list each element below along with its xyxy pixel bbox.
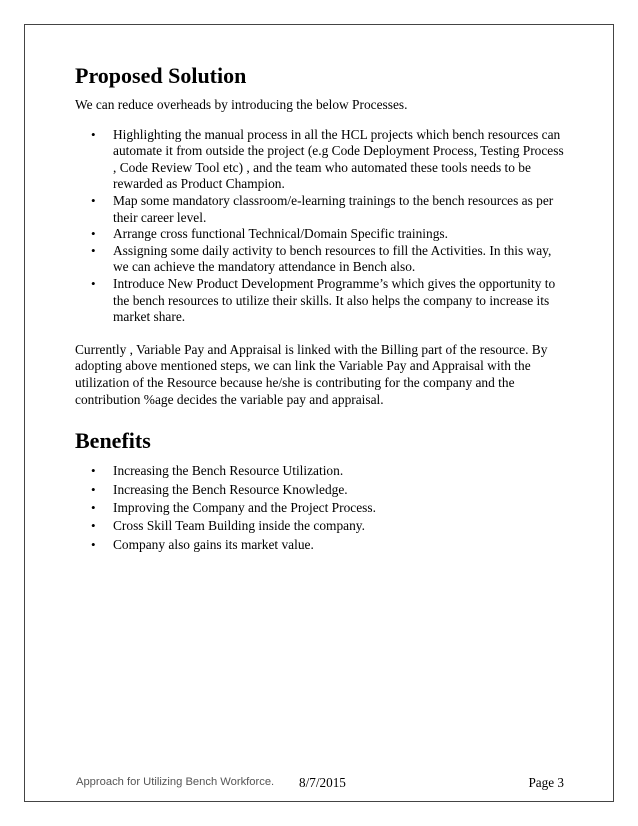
list-item <box>91 481 570 499</box>
proposed-solution-list <box>91 127 570 326</box>
list-item <box>91 243 570 276</box>
bullet-icon: • <box>91 126 96 142</box>
bullet-icon: • <box>91 275 96 291</box>
list-item-text: Map some mandatory classroom/e-learning trainings to the bench resources as per their career level. <box>113 192 554 225</box>
list-item-text: Cross Skill Team Building inside the company. <box>113 518 365 534</box>
bullet-icon: • <box>91 518 96 534</box>
footer-page-number: Page 3 <box>528 775 564 790</box>
bullet-icon: • <box>91 499 96 515</box>
list-item-text: Highlighting the manual process in all the HCL projects which bench resources can automate it from outside the project (e.g Code Deployment Process, Testing Process , Code Review Tool etc) , and the team who automated these tools needs to be rewarded as Product Champion. <box>113 126 564 192</box>
list-item-text: Increasing the Bench Resource Knowledge. <box>113 481 348 497</box>
benefits-list <box>91 462 570 554</box>
bullet-icon: • <box>91 192 96 208</box>
footer-document-title: Approach for Utilizing Bench Workforce. <box>76 776 275 788</box>
section-heading-proposed-solution: Proposed Solution <box>75 63 247 88</box>
list-item <box>91 536 570 554</box>
page-content <box>75 60 570 554</box>
list-item <box>91 226 570 243</box>
list-item-text: Assigning some daily activity to bench resources to fill the Activities. In this way, we can achieve the mandatory attendance in Bench also. <box>113 242 552 275</box>
footer-date: 8/7/2015 <box>299 775 346 790</box>
proposed-solution-intro: We can reduce overheads by introducing the below Processes. <box>75 97 408 112</box>
list-item-text: Introduce New Product Development Programme’s which gives the opportunity to the bench resources to utilize their skills. It also helps the company to increase its market share. <box>113 275 556 325</box>
list-item <box>91 193 570 226</box>
list-item <box>91 127 570 193</box>
page-footer <box>76 775 564 791</box>
list-item-text: Increasing the Bench Resource Utilization. <box>113 463 344 479</box>
list-item-text: Arrange cross functional Technical/Domain Specific trainings. <box>113 226 448 242</box>
list-item <box>91 517 570 535</box>
proposed-solution-summary: Currently , Variable Pay and Appraisal is linked with the Billing part of the resource. By adopting above mentioned steps, we can link the Variable Pay and Appraisal with the utilization of the Resource because he/she is contributing for the company and the contribution %age decides the variable pay and appraisal. <box>75 341 548 407</box>
bullet-icon: • <box>91 226 96 242</box>
bullet-icon: • <box>91 481 96 497</box>
list-item <box>91 276 570 326</box>
list-item <box>91 462 570 480</box>
bullet-icon: • <box>91 463 96 479</box>
section-heading-benefits: Benefits <box>75 428 151 454</box>
list-item <box>91 499 570 517</box>
list-item-text: Company also gains its market value. <box>113 536 314 552</box>
bullet-icon: • <box>91 242 96 258</box>
bullet-icon: • <box>91 536 96 552</box>
list-item-text: Improving the Company and the Project Process. <box>113 499 376 515</box>
